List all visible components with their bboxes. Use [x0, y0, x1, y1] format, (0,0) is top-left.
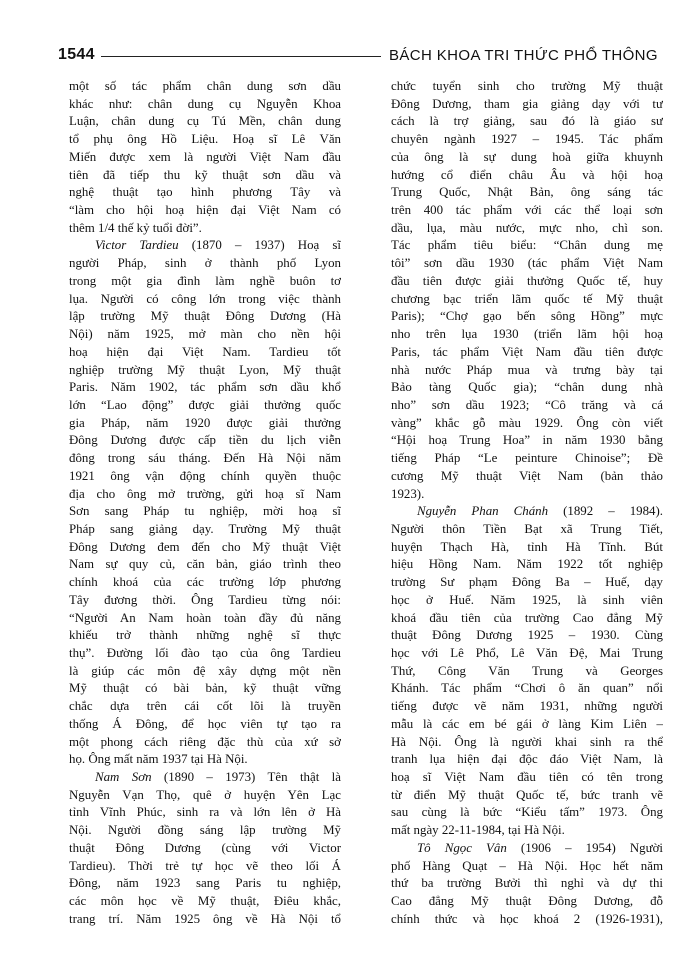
line-text: Nam sự quy củ, căn bản, giáo trình theo [69, 557, 341, 572]
text-line [69, 556, 341, 574]
text-line [391, 308, 663, 326]
text-line [69, 237, 341, 255]
line-text: Tác phẩm tiêu biểu: “Chân dung mẹ [391, 238, 663, 253]
text-line [391, 574, 663, 592]
line-text: “Hội hoạ Trung Hoa” in năm 1930 bằng [391, 433, 663, 448]
line-text: một số tác phẩm chân dung sơn dầu [69, 79, 341, 93]
text-line [69, 893, 341, 911]
text-line [69, 184, 341, 202]
line-text: Hà Nội. Ông là người khai sinh ra thể [391, 734, 663, 749]
line-text: phố Hàng Quạt – Hà Nội. Học hết năm [391, 858, 663, 873]
line-text: 1921 ông vận động chính quyền thuộc [69, 468, 341, 483]
text-line [391, 220, 663, 238]
text-line [391, 432, 663, 450]
text-line [391, 858, 663, 876]
line-text: Mỹ thuật có bài bản, kỹ thuật vững [69, 681, 341, 696]
running-header [58, 42, 658, 68]
header-rule [101, 56, 381, 57]
text-line [391, 131, 663, 149]
text-line [69, 680, 341, 698]
line-text: Nội. Người đồng sáng lập trường Mỹ [69, 823, 341, 838]
line-text: lụa. Người có công lớn trong việc thành [69, 291, 341, 306]
entry-name: Tô Ngọc Vân [417, 840, 507, 855]
line-text: (1890 – 1973) Tên thật là [151, 770, 341, 785]
text-line [391, 344, 663, 362]
line-text: Miến được xem là người Việt Nam đầu [69, 149, 341, 164]
text-line [391, 627, 663, 645]
line-text: Trung Quốc, Nhật Bản, ông sáng tác [391, 185, 663, 200]
text-line [69, 167, 341, 185]
line-text: thứ ba trường Bưởi thì nghỉ và dự thi [391, 876, 663, 891]
line-text: hoạ sĩ Việt Nam đầu tiên có tên trong [391, 770, 663, 785]
line-text: Đông Dương được cấp tiền du lịch viễn [69, 433, 341, 448]
text-line [69, 362, 341, 380]
text-line [69, 450, 341, 468]
text-line [391, 521, 663, 539]
text-line [69, 858, 341, 876]
text-line [69, 610, 341, 628]
line-text: Đông Dương, tham gia giảng dạy với tư [391, 96, 663, 111]
line-text: Tây đương thời. Ông Tardieu từng nói: [69, 592, 341, 607]
line-text: các môn học về Mỹ thuật, Điêu khắc, [69, 894, 341, 909]
text-line [391, 149, 663, 167]
line-text: nghệ thuật tạo hình phương Tây và [69, 185, 341, 200]
text-line [391, 663, 663, 681]
text-line [69, 751, 341, 769]
text-line [391, 787, 663, 805]
text-line [391, 503, 663, 521]
line-text: chuyên ngành 1927 – 1945. Tác phẩm [391, 132, 663, 147]
line-text: “Người An Nam hoàn toàn đầy đủ năng [69, 610, 341, 625]
line-text: Thứ, Công Văn Trung và Georges [391, 663, 663, 678]
entry-name: Nguyễn Phan Chánh [417, 504, 549, 519]
text-line [391, 592, 663, 610]
line-text: hoạ hiện đại Việt Nam. Tardieu tốt [69, 344, 341, 359]
text-line [69, 539, 341, 557]
line-text: tổ phụ ông Hồ Liệu. Hoạ sĩ Lê Văn [69, 132, 341, 147]
text-line [69, 911, 341, 929]
line-text: chính khoá của các trường lớp phương [69, 575, 341, 590]
text-line [69, 787, 341, 805]
text-line [391, 840, 663, 858]
line-text: nghiệp trường Mỹ thuật Lyon, Mỹ thuật [69, 362, 341, 377]
line-text: thuật Đông Dương (cùng với Victor [69, 840, 341, 855]
line-text: đầu tiên được giải thưởng Quốc tế, huy [391, 273, 663, 288]
text-line [69, 78, 341, 96]
text-line [391, 397, 663, 415]
line-text: sau cùng là bức “Kiểu tấm” 1973. Ông [391, 805, 663, 820]
text-line [391, 645, 663, 663]
line-text: vàng” khắc gỗ màu 1929. Ông còn viết [391, 415, 663, 430]
text-line [69, 415, 341, 433]
text-line [69, 308, 341, 326]
text-line [391, 734, 663, 752]
line-text: hiệu Hồng Nam. Năm 1922 tốt nghiệp [391, 557, 663, 572]
text-line [391, 96, 663, 114]
text-line [69, 521, 341, 539]
book-title: BÁCH KHOA TRI THỨC PHỔ THÔNG [388, 46, 658, 64]
line-text: của ông là sự dung hoà giữa khuynh [391, 149, 663, 164]
line-text: 1923). [391, 486, 425, 501]
line-text: khiếu trở thành những nghệ sĩ thực [69, 628, 341, 643]
text-line [391, 202, 663, 220]
line-text: huyện Thạch Hà, tỉnh Hà Tĩnh. Bút [391, 539, 663, 554]
text-line [69, 291, 341, 309]
text-line [391, 167, 663, 185]
line-text: chính thức và học khoá 2 (1926-1931), [391, 911, 663, 926]
text-line [69, 840, 341, 858]
line-text: người Pháp, sinh ở thành phố Lyon [69, 256, 341, 271]
line-text: Tardieu). Thời trẻ tự học vẽ theo lối Á [69, 858, 341, 873]
line-text: Đông, năm 1923 sang Paris tu nghiệp, [69, 876, 341, 891]
text-line [391, 78, 663, 96]
line-text: thêm 1/4 thế kỷ tuổi đời”. [69, 220, 202, 235]
text-line [69, 397, 341, 415]
line-text: khoá đầu tiên của trường Cao đẳng Mỹ [391, 610, 663, 625]
line-text: lớn “Lao động” được giải thưởng quốc [69, 397, 341, 412]
line-text: chức tuyển sinh cho trường Mỹ thuật [391, 79, 663, 93]
text-line [391, 769, 663, 787]
line-text: thụ”. Đường lối đào tạo của ông Tardieu [69, 646, 341, 660]
line-text: Sơn sang Pháp tu nghiệp, mời hoạ sĩ [69, 504, 341, 519]
line-text: khác như: chân dung cụ Nguyễn Khoa [69, 96, 341, 111]
text-line [69, 645, 341, 663]
text-line [69, 379, 341, 397]
line-text: trong một gia đình làm nghề buôn tơ [69, 273, 341, 288]
text-line [69, 432, 341, 450]
text-line [391, 415, 663, 433]
text-line [69, 273, 341, 291]
line-text: nho” sơn dầu 1923; “Cô trăng và cá [391, 397, 663, 412]
line-text: Luận, chân dung cụ Tú Mền, chân dung [69, 114, 341, 129]
text-column-right [391, 78, 663, 929]
text-line [391, 911, 663, 929]
line-text: tôi” sơn dầu 1930 (tác phẩm Việt Nam [391, 256, 663, 271]
text-line [69, 220, 341, 238]
text-line [391, 362, 663, 380]
line-text: học với Lê Phổ, Lê Văn Đệ, Mai Trung [391, 646, 663, 660]
text-line [69, 202, 341, 220]
text-line [391, 893, 663, 911]
line-text: mất ngày 22-11-1984, tại Hà Nội. [391, 823, 565, 838]
text-line [391, 291, 663, 309]
text-line [391, 610, 663, 628]
line-text: họ. Ông mất năm 1937 tại Hà Nội. [69, 752, 248, 767]
page-number: 1544 [58, 46, 95, 63]
line-text: Paris); “Chợ gạo bến sông Hồng” mực [391, 309, 663, 324]
line-text: nho trên lụa 1930 (triển lãm hội hoạ [391, 327, 663, 342]
text-line [69, 131, 341, 149]
line-text: Cao đẳng Mỹ thuật Đông Dương, đỗ [391, 894, 663, 909]
line-text: nhà nước Pháp mua và trưng bày tại [391, 362, 663, 377]
text-line [69, 344, 341, 362]
text-line [391, 716, 663, 734]
text-line [391, 113, 663, 131]
line-text: gia Pháp, năm 1920 được giải thưởng [69, 415, 341, 430]
text-line [69, 822, 341, 840]
line-text: tiên đã tiếp thu kỹ thuật sơn dầu và [69, 167, 341, 182]
text-line [391, 486, 663, 504]
line-text: thống Á Đông, để học viên tự tạo ra [69, 716, 341, 731]
entry-name: Victor Tardieu [95, 238, 179, 253]
text-line [69, 627, 341, 645]
text-line [391, 237, 663, 255]
line-text: Nguyễn Vạn Thọ, quê ở huyện Yên Lạc [69, 787, 341, 802]
line-text: mẫu là các em bé gái ở làng Kim Liên – [391, 716, 663, 731]
text-line [69, 592, 341, 610]
line-text: là giúp các môn đệ xây dựng một nền [69, 663, 341, 678]
text-line [391, 450, 663, 468]
line-text: Bảo tàng Quốc gia); “chân dung nhà [391, 380, 663, 395]
text-line [391, 875, 663, 893]
text-line [69, 96, 341, 114]
line-text: trên 400 tác phẩm với các thể loại sơn [391, 203, 663, 218]
line-text: thuật Đông Dương 1925 – 1930. Cùng [391, 628, 663, 643]
line-text: chắc dựa trên cái cốt lõi là truyền [69, 699, 341, 714]
text-line [391, 273, 663, 291]
text-line [391, 698, 663, 716]
line-text: lập trường Mỹ thuật Đông Dương (Hà [69, 309, 341, 324]
line-text: đông trong sáu tháng. Đến Hà Nội năm [69, 451, 341, 466]
text-line [69, 255, 341, 273]
text-line [391, 822, 663, 840]
text-line [69, 716, 341, 734]
line-text: Đông Dương đem đến cho Mỹ thuật Việt [69, 539, 341, 554]
line-text: tiếng được vẽ năm 1931, những người [391, 699, 663, 714]
line-text: tỉnh Vĩnh Phúc, sinh ra và lớn lên ở Hà [69, 805, 341, 820]
line-text: học ở Huế. Năm 1925, là sinh viên [391, 592, 663, 607]
line-text: (1892 – 1984). [548, 504, 663, 519]
line-text: Pháp sang giảng dạy. Trường Mỹ thuật [69, 521, 341, 536]
text-line [391, 326, 663, 344]
text-line [69, 468, 341, 486]
text-line [69, 574, 341, 592]
text-line [391, 556, 663, 574]
line-text: cách là trợ giảng, sau đó là giáo sư [391, 114, 663, 129]
line-text: chương bạc triển lãm quốc tế Mỹ thuật [391, 291, 663, 306]
line-text: Paris. Năm 1902, tác phẩm sơn dầu khổ [69, 380, 341, 395]
line-text: tranh lụa hiện đại độc đáo Việt Nam, là [391, 752, 663, 767]
line-text: Người thôn Tiền Bạt xã Trung Tiết, [391, 521, 663, 536]
line-text: cương Mỹ thuật Việt Nam (bản thảo [391, 468, 663, 483]
text-column-left [69, 78, 341, 929]
line-text: hướng cổ điển châu Âu và hội hoạ [391, 167, 663, 182]
line-text: “làm cho hội hoạ hiện đại Việt Nam có [69, 203, 341, 218]
text-line [69, 326, 341, 344]
line-text: Nội) năm 1925, mở màn cho nền hội [69, 327, 341, 342]
text-line [69, 875, 341, 893]
text-line [69, 769, 341, 787]
line-text: (1870 – 1937) Hoạ sĩ [178, 238, 341, 253]
line-text: (1906 – 1954) Người [506, 840, 663, 855]
text-line [391, 379, 663, 397]
entry-name: Nam Sơn [95, 770, 152, 785]
text-line [69, 734, 341, 752]
text-line [69, 698, 341, 716]
line-text: địa cho ông mở trường, gửi hoạ sĩ Nam [69, 486, 341, 501]
text-line [391, 255, 663, 273]
text-line [69, 663, 341, 681]
line-text: Paris, tác phẩm Việt Nam đầu tiên được [391, 344, 663, 359]
text-line [69, 486, 341, 504]
text-line [391, 468, 663, 486]
text-line [69, 503, 341, 521]
line-text: dầu, lụa, màu nước, mực nho, chì son. [391, 220, 663, 235]
line-text: tiếng Pháp “Le peinture Chinoise”; Đề [391, 451, 663, 466]
line-text: trang trí. Năm 1925 ông về Hà Nội tổ [69, 911, 341, 926]
text-line [69, 113, 341, 131]
text-line [69, 149, 341, 167]
text-line [391, 539, 663, 557]
text-line [69, 804, 341, 822]
text-line [391, 680, 663, 698]
text-line [391, 751, 663, 769]
line-text: từ điển Mỹ thuật Quốc tế, bức tranh vẽ [391, 787, 663, 802]
line-text: trường Sư phạm Đông Ba – Huế, dạy [391, 575, 663, 590]
line-text: một phong cách riêng đặc thù của xứ sở [69, 734, 341, 749]
text-line [391, 804, 663, 822]
text-line [391, 184, 663, 202]
line-text: Khánh. Tác phẩm “Chơi ô ăn quan” nổi [391, 681, 663, 696]
